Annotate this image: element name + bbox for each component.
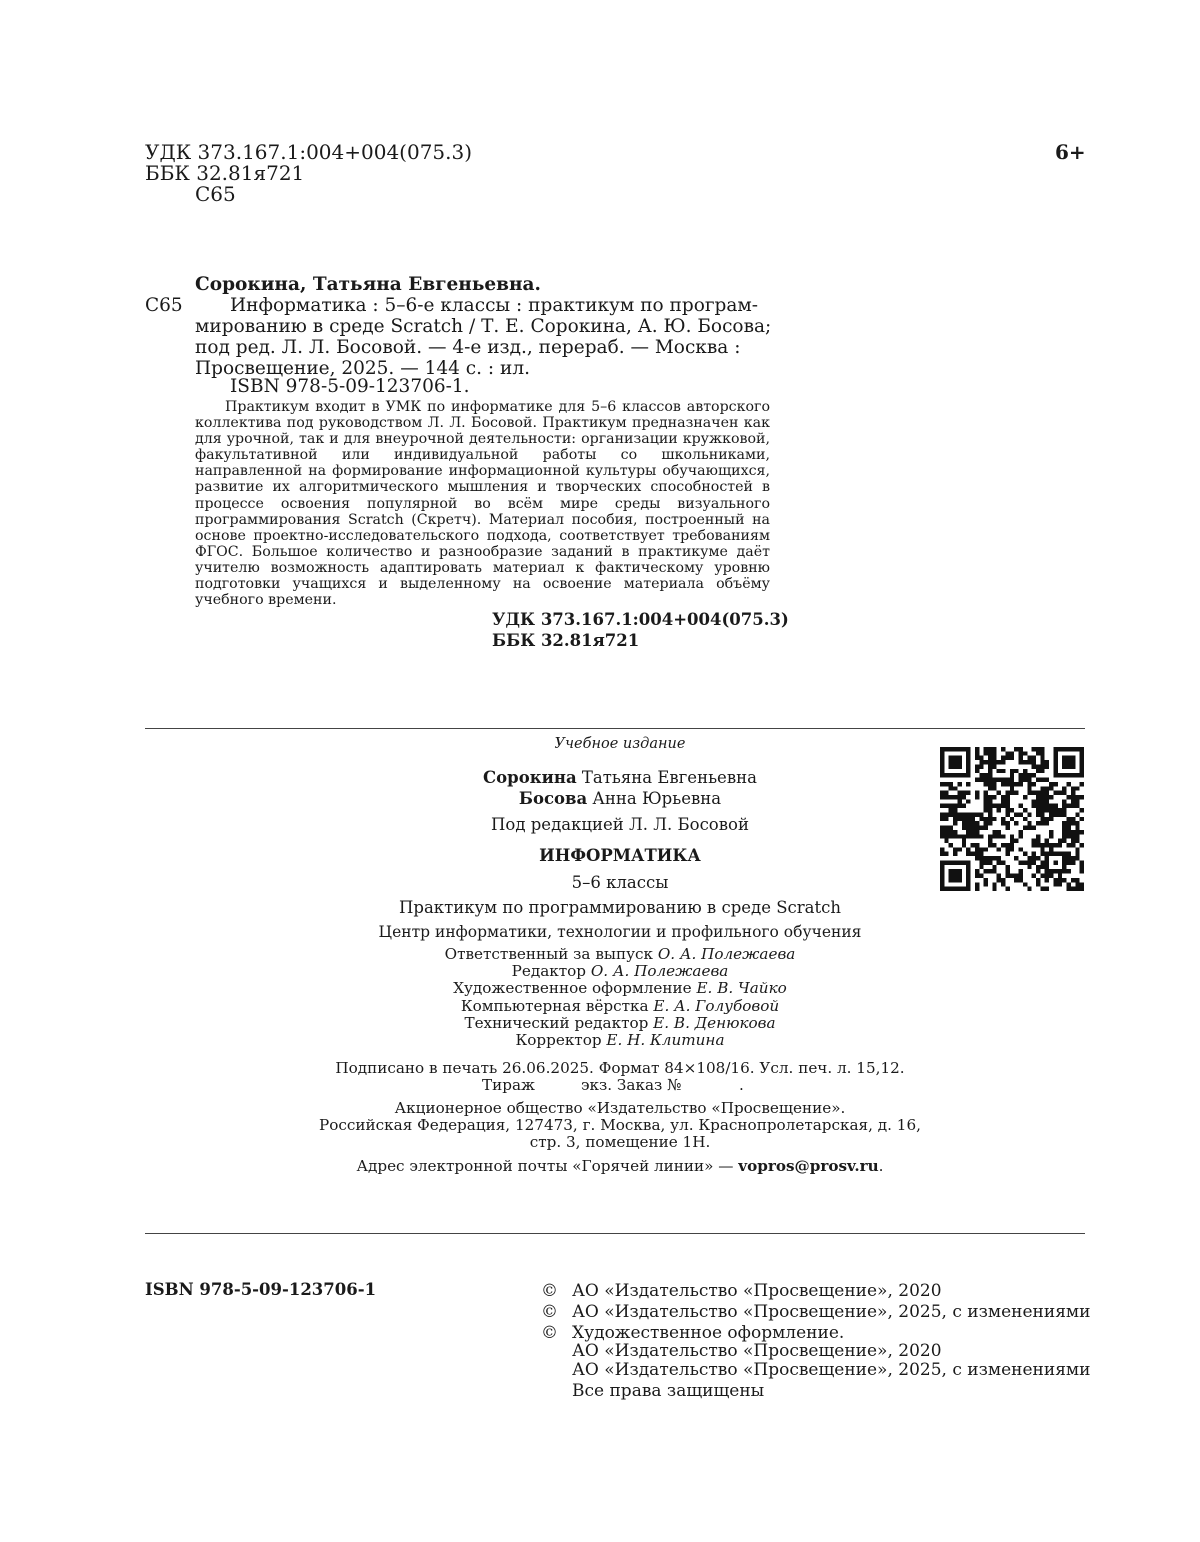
bib-author: Сорокина, Татьяна Евгеньевна. [195, 274, 541, 295]
rights-reserved: Все права защищены [572, 1381, 765, 1401]
copyright-sign-1: © [541, 1281, 558, 1301]
subtitle: Практикум по программированию в среде Scratch [399, 898, 841, 917]
staff-row [270, 963, 970, 980]
author-2-surname: Босова [518, 789, 588, 808]
book-title: ИНФОРМАТИКА [539, 846, 701, 865]
copyright-3c: АО «Издательство «Просвещение», 2025, с изменениями [572, 1360, 1091, 1380]
author-1-name: Татьяна Евгеньевна [581, 768, 757, 787]
bib-line-1: Информатика : 5–6-е классы : практикум по програм- [230, 295, 759, 316]
staff-name: Е. А. Голубовой [653, 996, 780, 1015]
staff-name: Е. В. Чайко [696, 979, 787, 998]
staff-role: Ответственный за выпуск [444, 945, 654, 963]
staff-list [270, 946, 970, 1049]
email-label: Адрес электронной почты «Горячей линии» — [356, 1157, 734, 1175]
publisher-line-1: Акционерное общество «Издательство «Просвещение». [394, 1099, 846, 1117]
staff-row [270, 946, 970, 963]
bib-abstract: Практикум входит в УМК по информатике для 5–6 классов авторского коллектива под руководством Л. Л. Босовой. Практикум предназначен как для урочной, так и для внеурочной деятельности: организации кружковой, факультативной или индивидуальной работы со школьниками, направленной на формирование информационной культуры обучающихся, развитие их алгоритмического мышления и творческих способностей в процессе освоения популярной во всём мире среды визуального программирования Scratch (Скретч). Материал пособия, построенный на основе проектно-исследовательского подхода, соответствует требованиям ФГОС. Большое количество и разнообразие заданий в практикуме даёт учителю возможность адаптировать материал к фактическому уровню подготовки учащихся и выделенному на освоение материала объёму учебного времени. [195, 399, 770, 609]
bib-line-3: под ред. Л. Л. Босовой. — 4-е изд., перераб. — Москва : [195, 337, 741, 358]
author-1-surname: Сорокина [483, 768, 577, 787]
bib-udk: УДК 373.167.1:004+004(075.3) [492, 610, 789, 629]
print-order: экз. Заказ № [581, 1076, 682, 1094]
divider-bottom [145, 1233, 1085, 1234]
print-tirage: Тираж [482, 1076, 536, 1094]
copyright-3b: АО «Издательство «Просвещение», 2020 [572, 1341, 942, 1361]
author-1 [270, 768, 970, 787]
staff-row [270, 1032, 970, 1049]
footer-isbn: ISBN 978-5-09-123706-1 [145, 1280, 377, 1299]
header-udk: УДК 373.167.1:004+004(075.3) [145, 140, 473, 164]
center-name: Центр информатики, технологии и профильного обучения [378, 923, 862, 941]
copyright-sign-2: © [541, 1302, 558, 1322]
staff-row [270, 998, 970, 1015]
header-code: С65 [195, 182, 236, 206]
author-2 [270, 789, 970, 808]
publisher-line-2: Российская Федерация, 127473, г. Москва, ул. Краснопролетарская, д. 16, [319, 1116, 921, 1134]
staff-name: Е. В. Денюкова [653, 1013, 776, 1032]
email-dot: . [878, 1157, 884, 1175]
editor-line: Под редакцией Л. Л. Босовой [491, 815, 749, 834]
email-link[interactable]: vopros@prosv.ru [738, 1157, 879, 1175]
edition-type: Учебное издание [554, 736, 686, 752]
staff-role: Компьютерная вёрстка [460, 996, 649, 1015]
staff-role: Художественное оформление [453, 979, 692, 998]
email-line [356, 1158, 883, 1175]
staff-role: Технический редактор [464, 1013, 649, 1032]
divider-top [145, 728, 1085, 729]
bib-isbn: ISBN 978-5-09-123706-1. [230, 376, 470, 397]
print-dot: . [739, 1076, 744, 1094]
staff-name: О. А. Полежаева [590, 962, 729, 981]
bib-bbk: ББК 32.81я721 [492, 631, 640, 650]
copyright-3a: Художественное оформление. [572, 1323, 845, 1343]
publisher-line-3: стр. 3, помещение 1Н. [529, 1133, 711, 1151]
author-2-name: Анна Юрьевна [592, 789, 722, 808]
staff-name: О. А. Полежаева [657, 945, 796, 963]
bib-line-4: Просвещение, 2025. — 144 с. : ил. [195, 358, 530, 379]
staff-row [270, 1015, 970, 1032]
staff-role: Корректор [515, 1030, 602, 1049]
bib-line-2: мированию в среде Scratch / Т. Е. Сорокина, А. Ю. Босова; [195, 316, 772, 337]
header-bbk: ББК 32.81я721 [145, 161, 305, 185]
staff-name: Е. Н. Клитина [606, 1030, 725, 1049]
age-rating: 6+ [1055, 140, 1086, 164]
grades: 5–6 классы [571, 873, 669, 892]
copyright-sign-3: © [541, 1323, 558, 1343]
copyright-2: АО «Издательство «Просвещение», 2025, с изменениями [572, 1302, 1091, 1322]
staff-role: Редактор [511, 962, 587, 981]
copyright-1: АО «Издательство «Просвещение», 2020 [572, 1281, 942, 1301]
staff-row [270, 980, 970, 997]
print-line-1: Подписано в печать 26.06.2025. Формат 84×108/16. Усл. печ. л. 15,12. [335, 1059, 905, 1077]
bib-code: С65 [145, 295, 183, 316]
